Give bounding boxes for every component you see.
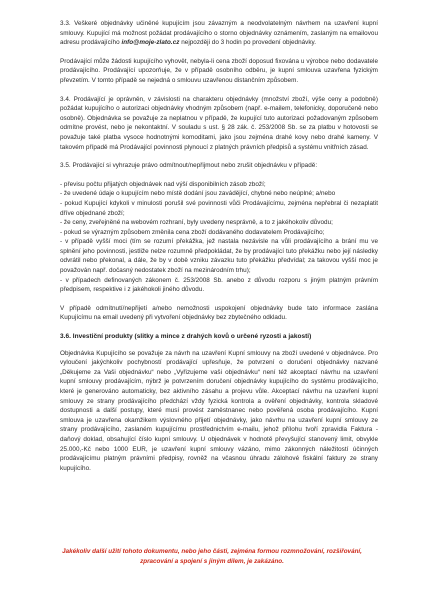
footer-line-2: zpracování a spojení s jiným dílem, je zakázáno.: [140, 557, 284, 565]
paragraph-3-5: 3.5. Prodávající si vyhrazuje právo odmítnout/nepřijmout nebo zrušit objednávku v případě:: [60, 162, 318, 170]
list-item: - v případech definovaných zákonem č. 253/2008 Sb. anebo z důvodu rozporu s jiným platným právním předpisem, respektive i z jakéhokoli jiného důvodu.: [60, 276, 378, 294]
paragraph-refusal-notice: V případě odmítnutí/nepřijetí a/nebo nemožnosti uspokojení objednávky bude tato informace zaslána Kupujícímu na email uvedený při vytvoření objednávky bez zbytečného odkladu.: [60, 304, 378, 322]
paragraph-3-3-text: 3.3. Veškeré objednávky učiněné kupujícím jsou závazným a neodvolatelným návrhem na uzavření kupní smlouvy. Kupující má možnost požádat prodávajícího o storno objednávky oznámením, zaslaným na emailovou adresu prodávajícího: [60, 20, 378, 47]
document-body: [60, 19, 378, 473]
email-address: info@moje-zlato.cz: [121, 39, 180, 47]
list-item: - že ceny, zveřejněné na webovém rozhraní, byly uvedeny nesprávně, a to z jakéhokoliv důvodu;: [60, 219, 333, 227]
copyright-footer: [40, 547, 384, 567]
list-item: - že uvedené údaje o kupujícím nebo místě dodání jsou zavádějící, chybné nebo neúplné; a/nebo: [60, 190, 336, 198]
list-item: - pokud Kupující kdykoli v minulosti porušil své povinnosti vůči Prodávajícímu, zejména nepřebral či nezaplatit dříve objednané zboží;: [60, 199, 378, 217]
paragraph-3-6: Objednávka Kupujícího se považuje za návrh na uzavření Kupní smlouvy na zboží uvedené v objednávce. Pro vyloučení jakýchkoliv pochybností prodávající upřesňuje, že potvrzení o doručení objednávky nazvané „Děkujeme za Vaši objednávku“ nebo „Vyřizujeme vaši objednávku“ není též akceptací návrhu na uzavření kupní smlouvy prodávajícím, nýbrž je potvrzením doručení objednávky kupujícího do systému prodávajícího, které je generováno automaticky, bez aktivního zásahu a projevu vůle. Akceptací návrhu na uzavření kupní smlouvy ze strany prodávajícího předchází vždy fyzická kontrola a ověření objednávky, kontrola skladové dostupnosti a další postupy, které musí provést zaměstnanec nebo pověřená osoba prodávajícího. Kupní smlouva je uzavřena okamžikem výslovného přijetí objednávky, jako návrhu na uzavření kupní smlouvy ze strany prodávajícího, zaslaném kupujícímu prostřednictvím e-mailu, jehož přílohu tvoří zpravidla Faktura - daňový doklad, obsahující číslo kupní smlouvy. U objednávek v hodnotě převyšující stanovený limit, obvykle 25.000,-Kč nebo 1000 EUR, je uzavření kupní smlouvy vázáno, mimo zákonných náležitostí účinných prodávajícímu platným právními předpisy, rovněž na včasnou úhradu zálohové fiskální faktury ze strany kupujícího.: [60, 349, 378, 472]
list-item: - v případě vyšší moci (tím se rozumí překážka, jež nastala nezávisle na vůli prodávajícího a brání mu ve splnění jeho povinnosti, jestliže nelze rozumně předpokládat, že by prodávající tuto překážku nebo její následky odvrátil nebo překonal, a dále, že by v době vzniku závazku tuto překážku předvídal; za takovou vyšší moc je považován např. dočasný nedostatek zboží na mezinárodním trhu);: [60, 238, 378, 275]
paragraph-3-3: [60, 19, 378, 48]
paragraph-3-4: 3.4. Prodávající je oprávněn, v závislosti na charakteru objednávky (množství zboží, výše ceny a podobně) požádat kupujícího o autorizaci objednávky vhodným způsobem (např. e-mailem, telefonicky, doporučeně nebo osobně). Objednávka se považuje za neplatnou v případě, že kupující tuto autorizaci požadovaným způsobem odmítne provést, nebo je nekontaktní. V souladu s ust. § 28 zák. č. 253/2008 Sb. se za platbu v hotovosti se považuje také platba vysoce hodnotnými komoditami, jako jsou zejména drahé kovy nebo drahé kameny. V takovém případě má Prodávající povinnosti plynoucí z platných právních předpisů a systému vnitřních zásad.: [60, 95, 378, 151]
section-heading-3-6: 3.6. Investiční produkty (slitky a mince z drahých kovů o určené ryzosti a jakosti): [60, 333, 312, 341]
list-item: - převisu počtu přijatých objednávek nad výší disponibilních zásob zboží;: [60, 180, 266, 188]
footer-line-1: Jakékoliv další užití tohoto dokumentu, nebo jeho části, zejména formou rozmnožování, rozšiřování,: [62, 548, 362, 555]
paragraph-3-3-suffix: nejpozději do 3 hodin po provedení objednávky.: [179, 39, 317, 47]
paragraph-storno-note: Prodávající může žádosti kupujícího vyhovět, nebyla-li cena zboží doposud fixována u výrobce nebo dodavatele prodávajícího. Prodávající upozorňuje, že v případě osobního odběru, je kupní smlouva uzavřena fyzickým převzetím. V tomto případě se nejedná o smlouvu uzavřenou distančním způsobem.: [60, 57, 378, 84]
list-item: - pokud se výrazným způsobem změnila cena zboží dodávaného dodavatelem Prodávajícího;: [60, 228, 325, 236]
refusal-reasons-list: [60, 180, 378, 295]
